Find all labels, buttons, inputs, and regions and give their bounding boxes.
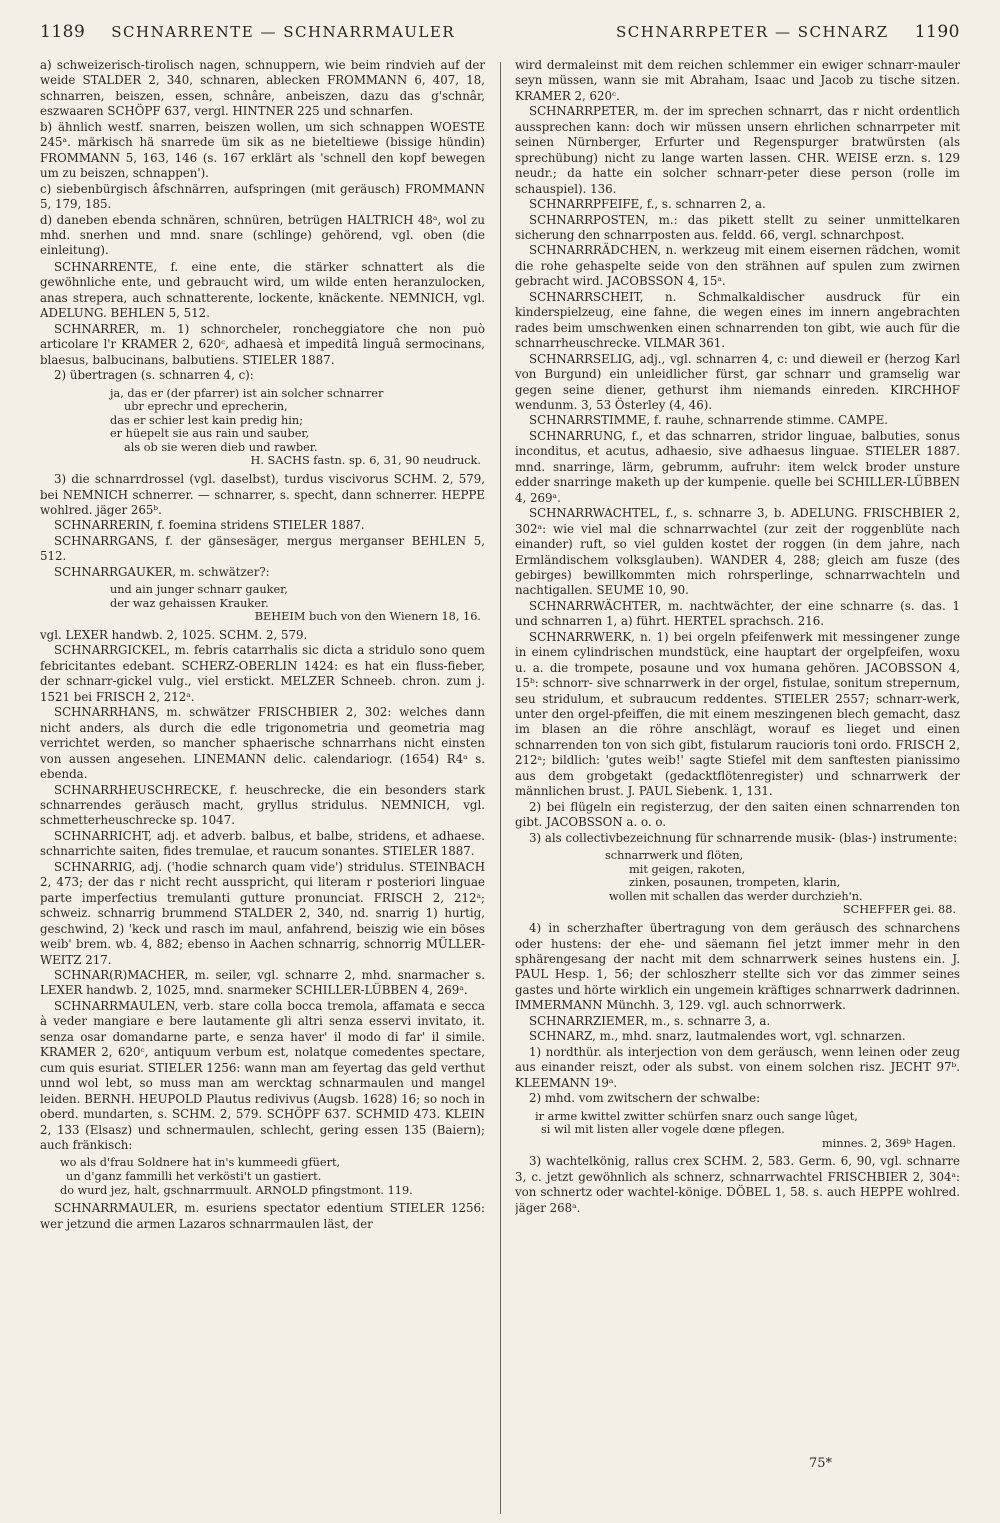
- entry-paragraph: a) schweizerisch-tirolisch nagen, schnuppern, wie beim rindvieh auf der weide STALDER 2, 340, schnaren, ablecken FROMMANN 6, 407, 18, schnarren, beiszen, essen, schnâre, anbeiszen, dazu das g'schnâr, eszwaaren SCHÖPF 637, vergl. HINTNER 225 und schnarfen.: [40, 58, 485, 119]
- verse-line: das er schier lest kain predig hin;: [110, 413, 303, 427]
- entry-paragraph: SCHNARRPOSTEN, m.: das pikett stellt zu seiner unmittelkaren sicherung den schnarrposten aus. feldd. 66, vergl. schnarchpost.: [515, 212, 960, 242]
- right-page-number: 1190: [914, 22, 960, 42]
- entry-paragraph: SCHNARRZIEMER, m., s. schnarre 3, a.: [529, 1013, 771, 1028]
- header-right: [616, 22, 960, 42]
- entry-paragraph: SCHNARRENTE, f. eine ente, die stärker schnattert als die gewöhnliche ente, und gebraucht wird, um wilde enten heranzulocken, anas strepera, auch schnatterente, lockente, knäckente. NEMNICH, vgl. ADELUNG. BEHLEN 5, 512.: [40, 259, 485, 321]
- entry-paragraph: 1) nordthür. als interjection von dem geräusch, wenn leinen oder zeug aus einander reiszt, oder als subst. von einem solchen risz. JECHT 97ᵇ. KLEEMANN 19ᵃ.: [515, 1044, 960, 1090]
- entry-paragraph: 3) die schnarrdrossel (vgl. daselbst), turdus viscivorus SCHM. 2, 579, bei NEMNICH schnerrer. — schnarrer, s. specht, dann schnerrer. HEPPE wohlred. jäger 265ᵇ.: [40, 472, 485, 517]
- entry-paragraph: SCHNARRHEUSCHRECKE, f. heuschrecke, die ein besonders stark schnarrendes geräusch macht, gryllus stridulus. NEMNICH, vgl. schmetterheuschrecke sp. 1047.: [40, 782, 485, 828]
- entry-paragraph: SCHNARRWÄCHTER, m. nachtwächter, der eine schnarre (s. das. 1 und schnarren 1, a) führt. HERTEL sprachsch. 216.: [515, 598, 960, 629]
- verse-line: er hüepelt sie aus rain und sauber,: [110, 427, 310, 441]
- verse-quotation: [110, 387, 485, 469]
- entry-paragraph: SCHNAR(R)MACHER, m. seiler, vgl. schnarre 2, mhd. snarmacher s. LEXER handwb. 2, 1025, mnd. snarmeker SCHILLER-LÜBBEN 4, 269ᵃ.: [40, 968, 485, 998]
- verse-source: minnes. 2, 369ᵇ Hagen.: [822, 1136, 956, 1150]
- left-running-title: SCHNARRENTE — SCHNARRMAULER: [111, 23, 456, 41]
- verse-line: und ain junger schnarr gauker,: [110, 583, 288, 597]
- entry-paragraph: SCHNARRSELIG, adj., vgl. schnarren 4, c: und dieweil er (herzog Karl von Burgund) ein unleidlicher fürst, gar schnarr und gramselig war gegen seine diener, gethurst ihm niemands einreden. KIRCHHOF wendunm. 3, 53 Österley (4, 46).: [515, 351, 960, 412]
- entry-paragraph: 2) übertragen (s. schnarren 4, c):: [54, 368, 254, 383]
- entry-paragraph: SCHNARRRÄDCHEN, n. werkzeug mit einem eisernen rädchen, womit die rohe gehaspelte seide von den strähnen auf spulen zum zwirnen gebracht wird. JACOBSSON 4, 15ᵃ.: [515, 243, 960, 289]
- entry-paragraph: SCHNARRPETER, m. der im sprechen schnarrt, das r nicht ordentlich aussprechen kann: doch wir müssen unsern ehrlichen schnarrpeter mit seinen Nürnberger, Erfurter und Regenspurger bratwürsten (als sprechübung) nicht zu lange warten lassen. CHR. WEISE erzn. s. 129 neudr.; da hatte ein solcher schnarr-peter diese person (rolle im schauspiel). 136.: [515, 104, 960, 196]
- entry-paragraph: SCHNARRIG, adj. ('hodie schnarch quam vide') stridulus. STEINBACH 2, 473; der das r nicht recht ausspricht, qui literam r posteriori linguae parte imperfectius tremulanti gutture pronunciat. FRISCH 2, 212ᵃ; schweiz. schnarrig brummend STALDER 2, 340, nd. snarrig 1) hurtig, geschwind, 2) 'keck und rasch im maul, anfahrend, beiszig wie ein böses weib' brem. wb. 4, 882; ebenso in Aachen schnarrig, schnorrig MÜLLER-WEITZ 217.: [40, 859, 485, 967]
- verse-quotation: [605, 849, 960, 917]
- right-column: [515, 58, 960, 1232]
- entry-paragraph: SCHNARRSCHEIT, n. Schmalkaldischer ausdruck für ein kinderspielzeug, eine fahne, die wegen eines im innern angebrachten rades beim umschwenken einen schnarrenden ton gibt, wie auch für die schnarrheuschrecke. VILMAR 361.: [515, 289, 960, 351]
- entry-paragraph: SCHNARRHANS, m. schwätzer FRISCHBIER 2, 302: welches dann nicht anders, als durch die edle trigonometria und geometria mag verrichtet werden, so mancher sphaerische schnarrhans nicht einsten von aussen angesehen. LINEMANN delic. calendariogr. (1654) R4ᵃ s. ebenda.: [40, 705, 485, 782]
- verse-line: mit geigen, rakoten,: [629, 862, 746, 876]
- verse-line: der waz gehaissen Krauker.: [110, 596, 269, 610]
- entry-paragraph: SCHNARZ, m., mhd. snarz, lautmalendes wort, vgl. schnarzen.: [529, 1029, 906, 1044]
- entry-paragraph: SCHNARRWERK, n. 1) bei orgeln pfeifenwerk mit messingener zunge in einem cylindrischen mundstück, eine hauptart der orgelpfeifen, woxu u. a. die trompete, posaune und vox humana gehören. JACOBSSON 4, 15ᵇ: schnorr- sive schnarrwerk in der orgel, fistulae, sonitum strepernum, seu stridulum, et subraucum reddentes. STIELER 2557; schnarr-werk, unter den orgel-pfeiffen, die mit einem meszingenen blech gemacht, dasz im blasen an die röhre anschlägt, worauf es lieget und einen schnarrenden ton von sich gibt, fistularum raucioris toni ordo. FRISCH 2, 212ᵃ; bildlich: 'gutes weib!' sagte Stiefel mit dem sanftesten pianissimo aus dem grobgetakt (gedacktflötenregister) und schnarrwerk der männlichen brust. J. PAUL Siebenk. 1, 131.: [515, 629, 960, 799]
- verse-quotation: [110, 583, 485, 624]
- entry-paragraph: vgl. LEXER handwb. 2, 1025. SCHM. 2, 579.: [40, 628, 308, 643]
- entry-paragraph: SCHNARRGAUKER, m. schwätzer?:: [54, 564, 270, 579]
- running-header: [40, 22, 960, 58]
- verse-line: ubr eprechr und eprecherin,: [124, 400, 288, 414]
- verse-source: SCHEFFER gei. 88.: [842, 903, 956, 917]
- entry-paragraph: SCHNARRMAULER, m. esuriens spectator edentium STIELER 1256: wer jetzund die armen Lazaros schnarrmaulen läst, der: [40, 1201, 485, 1231]
- verse-line: wollen mit schallen das werder durchzieh'n.: [609, 889, 863, 903]
- verse-line: si wil mit listen aller vogele dœne pflegen.: [541, 1123, 785, 1137]
- entry-paragraph: SCHNARRMAULEN, verb. stare colla bocca tremola, affamata e secca à veder mangiare e bere lautamente gli altri senza esservi invitato, it. senza osar domandarne parte, e senza haver' il modo di far' il simile. KRAMER 2, 620ᶜ, antiquum verbum est, nolatque comedentes spectare, cum quis esuriat. STIELER 1256: wann man am feyertag das geld verthut unnd wol lebt, so muss man am wercktag schnarmaulen und mangel leiden. BERNH. HEUPOLD Plautus redivivus (Augsb. 1628) 16; so noch in oberd. mundarten, s. SCHM. 2, 579. SCHÖPF 637. SCHMID 473. KLEIN 2, 133 (Elsasz) und schnermaulen, schlecht, gering essen 135 (Baiern); auch fränkisch:: [40, 998, 485, 1152]
- entry-paragraph: wird dermaleinst mit dem reichen schlemmer ein ewiger schnarr-mauler seyn müssen, wann sie mit Abraham, Isaac und Jacob zu tische sitzen. KRAMER 2, 620ᶜ.: [515, 58, 960, 103]
- entry-paragraph: SCHNARRGICKEL, m. febris catarrhalis sic dicta a stridulo sono quem febricitantes edebant. SCHERZ-OBERLIN 1424: es hat ein fluss-fieber, der schnarr-gickel vulg., viel erstickt. MELZER Schneeb. chron. zum j. 1521 bei FRISCH 2, 212ᵃ.: [40, 643, 485, 704]
- entry-paragraph: SCHNARRICHT, adj. et adverb. balbus, et balbe, stridens, et adhaese. schnarrichte saiten, fides tremulae, et raucum sonantes. STIELER 1887.: [40, 828, 485, 859]
- verse-line: zinken, posaunen, trompeten, klarin,: [629, 876, 841, 890]
- columns: [40, 58, 960, 1232]
- left-page-number: 1189: [40, 22, 86, 42]
- entry-paragraph: SCHNARRUNG, f., et das schnarren, stridor linguae, balbuties, sonus inconditus, et acutus, adhaesio, sive adhaesus linguae. STIELER 1887. mnd. snarringe, lärm, gebrumm, aufruhr: item welck broder unsture edder snarringe maketh up der kumpenie. quelle bei SCHILLER-LÜBBEN 4, 269ᵃ.: [515, 428, 960, 505]
- verse-source: BEHEIM buch von den Wienern 18, 16.: [254, 610, 481, 624]
- verse-line: wo als d'frau Soldnere hat in's kummeedi gfüert,: [60, 1156, 341, 1170]
- entry-paragraph: SCHNARRPFEIFE, f., s. schnarren 2, a.: [529, 197, 766, 212]
- entry-paragraph: d) daneben ebenda schnären, schnüren, betrügen HALTRICH 48ᵃ, wol zu mhd. snerhen und mnd. snare (schlinge) gehörend, vgl. oben (die einleitung).: [40, 212, 485, 258]
- entry-paragraph: 2) bei flügeln ein registerzug, der den saiten einen schnarrenden ton gibt. JACOBSSON a. o. o.: [515, 799, 960, 830]
- verse-line: ir arme kwittel zwitter schürfen snarz ouch sange lûget,: [535, 1109, 858, 1123]
- verse-line: schnarrwerk und flöten,: [605, 849, 744, 863]
- right-running-title: SCHNARRPETER — SCHNARZ: [616, 23, 889, 41]
- entry-paragraph: SCHNARRERIN, f. foemina stridens STIELER 1887.: [54, 518, 365, 533]
- header-left: [40, 22, 455, 42]
- entry-paragraph: 3) als collectivbezeichnung für schnarrende musik- (blas-) instrumente:: [529, 830, 958, 845]
- column-divider: [500, 62, 501, 1514]
- verse-line: ja, das er (der pfarrer) ist ain solcher schnarrer: [110, 386, 384, 400]
- entry-paragraph: SCHNARRGANS, f. der gänsesäger, mergus merganser BEHLEN 5, 512.: [40, 533, 485, 564]
- left-column: [40, 58, 485, 1232]
- signature-mark: 75*: [808, 1456, 832, 1471]
- verse-quotation: [535, 1110, 960, 1151]
- entry-paragraph: 3) wachtelkönig, rallus crex SCHM. 2, 583. Germ. 6, 90, vgl. schnarre 3, c. jetzt gewöhnlich als schnerz, schnarrwachtel FRISCHBIER 2, 304ᵃ: von schnertz oder wachtel-könige. DÖBEL 1, 58. s. auch HEPPE wohlred. jäger 268ᵃ.: [515, 1154, 960, 1215]
- verse-source: H. SACHS fastn. sp. 6, 31, 90 neudruck.: [250, 454, 481, 468]
- verse-line: un d'ganz fammilli het verkösti't un gastiert.: [66, 1170, 322, 1184]
- entry-paragraph: SCHNARRER, m. 1) schnorcheler, roncheggiatore che non può articolare l'r KRAMER 2, 620ᶜ, adhaesà et impeditâ linguâ sermocinans, blaesus, balbucinans, balbutiens. STIELER 1887.: [40, 321, 485, 367]
- entry-paragraph: c) siebenbürgisch âfschnärren, aufspringen (mit geräusch) FROMMANN 5, 179, 185.: [40, 181, 485, 212]
- entry-paragraph: 2) mhd. vom zwitschern der schwalbe:: [529, 1091, 761, 1106]
- entry-paragraph: SCHNARRSTIMME, f. rauhe, schnarrende stimme. CAMPE.: [529, 413, 889, 428]
- verse-line: als ob sie weren dieb und rawber.: [124, 440, 318, 454]
- verse-quotation: [60, 1156, 485, 1197]
- entry-paragraph: SCHNARRWACHTEL, f., s. schnarre 3, b. ADELUNG. FRISCHBIER 2, 302ᵃ: wie viel mal die schnarrwachtel (zur zeit der roggenblüte nach einander) ruft, so viel gulden kostet der roggen (in dem jahre, nach Ermländischem volksglauben). WANDER 4, 288; gleich am fusze (des gebirges) bewillkommten mich rohrsperlinge, schnarrwachteln und nachtigallen. SEUME 10, 90.: [515, 506, 960, 598]
- entry-paragraph: b) ähnlich westf. snarren, beiszen wollen, um sich schnappen WOESTE 245ᵃ. märkisch hä snarrede üm sik as ne bieteltiewe (bissige hündin) FROMMANN 5, 163, 146 (s. 167 erklärt als 'schnell den kopf bewegen um zu beiszen, schnappen').: [40, 119, 485, 181]
- entry-paragraph: 4) in scherzhafter übertragung von dem geräusch des schnarchens oder hustens: der ehe- und säemann fiel jetzt immer mehr in den sphärengesang der nacht mit dem schnarrwerk seines hustens ein. J. PAUL Hesp. 1, 56; der schloszherr stellte sich vor das zimmer seines gastes und hörte wirklich ein ungemein kräftiges schnarrwerk dadrinnen. IMMERMANN Münchh. 3, 129. vgl. auch schnorrwerk.: [515, 921, 960, 1013]
- verse-line: do wurd jez, halt, gschnarrmuult. ARNOLD pfingstmont. 119.: [60, 1183, 413, 1197]
